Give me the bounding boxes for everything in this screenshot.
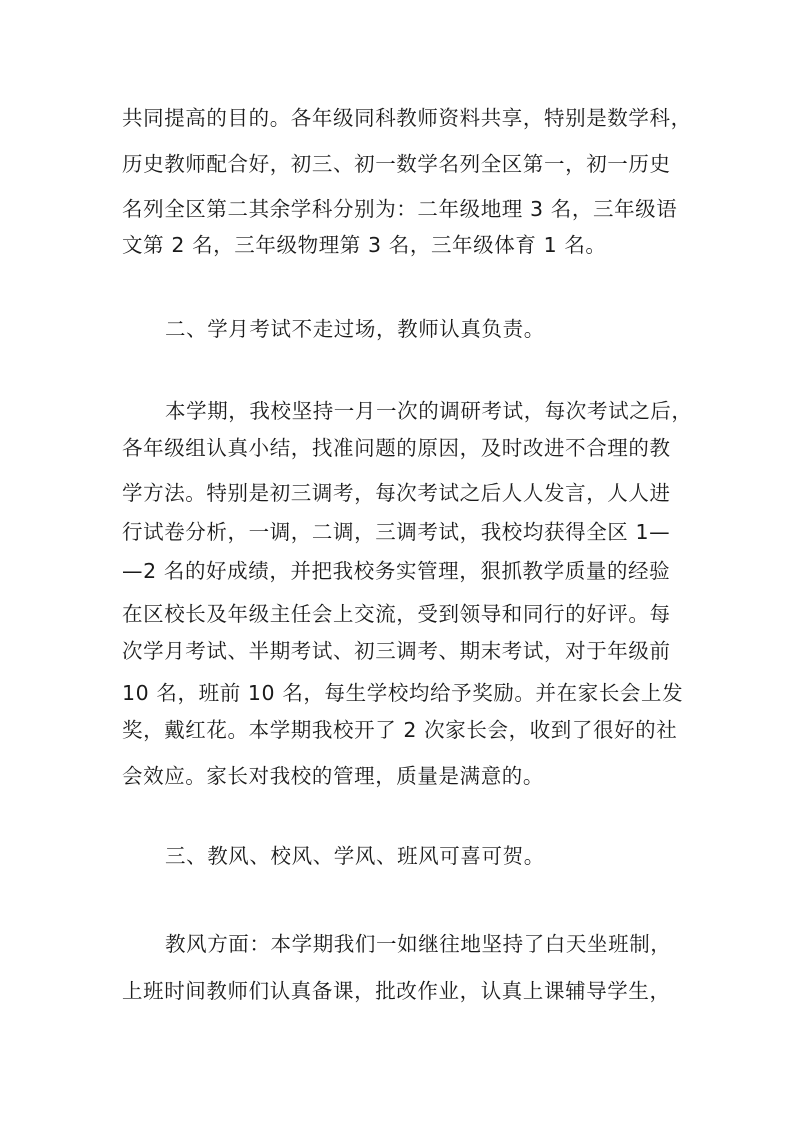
section-heading-3: 三、教风、校风、学风、班风可喜可贺。 (165, 844, 545, 868)
paragraph-2-line-3: 学方法。特别是初三调考，每次考试之后人人发言，人人进 (122, 481, 671, 505)
paragraph-2-line-2: 各年级组认真小结，找准问题的原因，及时改进不合理的教 (122, 436, 671, 460)
paragraph-2-line-1: 本学期，我校坚持一月一次的调研考试，每次考试之后， (165, 399, 693, 423)
paragraph-2-line-5: —2 名的好成绩，并把我校务实管理，狠抓教学质量的经验 (122, 559, 671, 583)
paragraph-3-line-2: 上班时间教师们认真备课，批改作业，认真上课辅导学生， (122, 979, 671, 1003)
paragraph-2-line-9: 奖，戴红花。本学期我校开了 2 次家长会，收到了很好的社 (122, 718, 678, 742)
paragraph-2-line-8: 10 名，班前 10 名，每生学校均给予奖励。并在家长会上发 (122, 681, 684, 705)
paragraph-2-line-10: 会效应。家长对我校的管理，质量是满意的。 (122, 764, 544, 788)
paragraph-2-line-6: 在区校长及年级主任会上交流，受到领导和同行的好评。每 (122, 602, 671, 626)
paragraph-2-line-7: 次学月考试、半期考试、初三调考、期末考试，对于年级前 (122, 639, 671, 663)
paragraph-1-line-2: 历史教师配合好，初三、初一数学名列全区第一，初一历史 (122, 152, 671, 176)
paragraph-2-line-4: 行试卷分析，一调，二调，三调考试，我校均获得全区 1— (122, 520, 671, 544)
section-heading-2: 二、学月考试不走过场，教师认真负责。 (165, 317, 545, 341)
paragraph-3-line-1: 教风方面：本学期我们一如继往地坚持了白天坐班制， (165, 932, 672, 956)
paragraph-1-line-1: 共同提高的目的。各年级同科教师资料共享，特别是数学科， (122, 106, 692, 130)
paragraph-1-line-3: 名列全区第二其余学科分别为：二年级地理 3 名，三年级语 (122, 197, 678, 221)
paragraph-1-line-4: 文第 2 名，三年级物理第 3 名，三年级体育 1 名。 (122, 233, 607, 257)
